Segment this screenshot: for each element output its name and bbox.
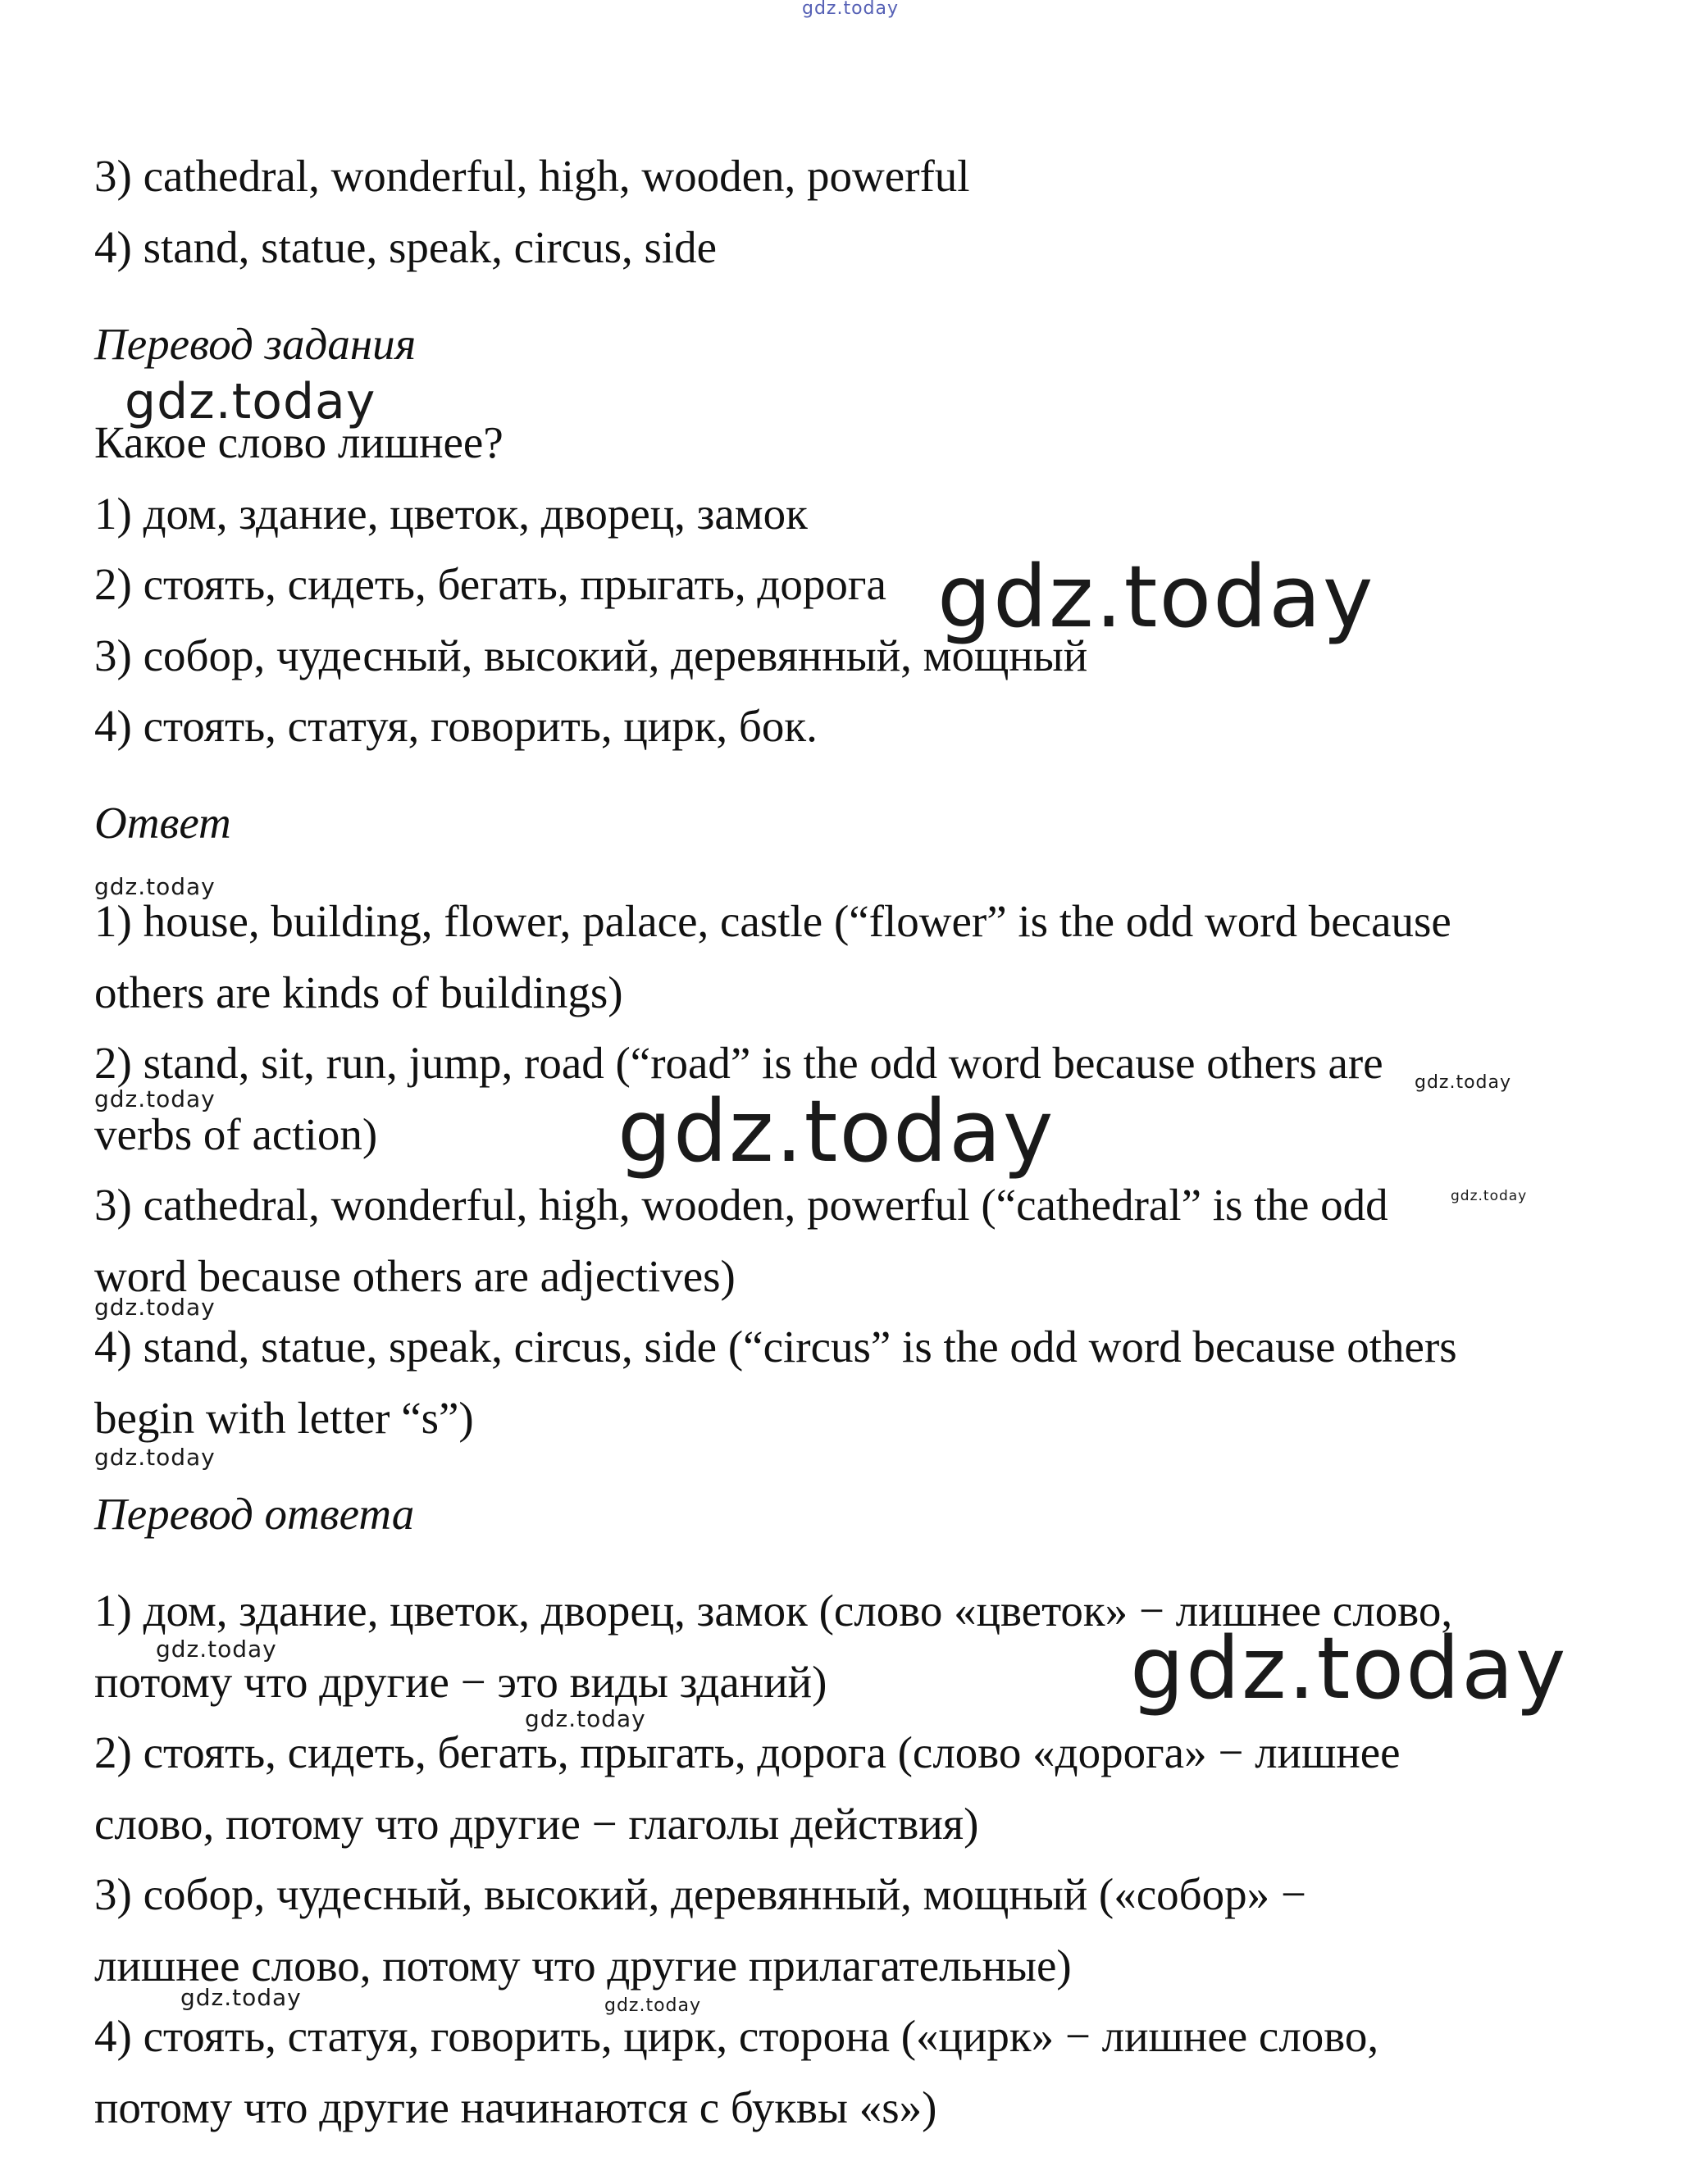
task-translation-heading: Перевод задания <box>94 319 417 369</box>
watermark: gdz.today <box>94 1085 216 1112</box>
watermark: gdz.today <box>604 1995 702 2016</box>
translation-line-2a: 2) стоять, сидеть, бегать, прыгать, дорога (слово «дорога» − лишнее <box>94 1727 1401 1777</box>
answer-line-2a: 2) stand, sit, run, jump, road (“road” is the odd word because others are <box>94 1038 1383 1088</box>
intro-line-4: 4) stand, statue, speak, circus, side <box>94 222 718 272</box>
translation-line-4a: 4) стоять, статуя, говорить, цирк, сторона («цирк» − лишнее слово, <box>94 2011 1379 2061</box>
task-item-4: 4) стоять, статуя, говорить, цирк, бок. <box>94 701 818 751</box>
watermark: gdz.today <box>617 1081 1055 1181</box>
watermark-top: gdz.today <box>802 0 900 19</box>
answer-line-2b: verbs of action) <box>94 1109 378 1159</box>
translation-line-3a: 3) собор, чудесный, высокий, деревянный, мощный («собор» − <box>94 1869 1306 1919</box>
answer-line-1a: 1) house, building, flower, palace, castle (“flower” is the odd word because <box>94 896 1451 946</box>
answer-heading: Ответ <box>94 798 231 848</box>
answer-translation-heading: Перевод ответа <box>94 1489 415 1539</box>
task-item-1: 1) дом, здание, цветок, дворец, замок <box>94 489 808 539</box>
watermark: gdz.today <box>94 873 216 900</box>
answer-line-1b: others are kinds of buildings) <box>94 967 623 1017</box>
answer-line-3b: word because others are adjectives) <box>94 1251 736 1301</box>
translation-line-4b: потому что другие начинаются с буквы «s») <box>94 2082 937 2132</box>
watermark: gdz.today <box>180 1984 302 2011</box>
watermark: gdz.today <box>1451 1188 1528 1204</box>
answer-line-4b: begin with letter “s”) <box>94 1393 474 1443</box>
translation-line-3b: лишнее слово, потому что другие прилагательные) <box>94 1941 1072 1991</box>
translation-line-1a: 1) дом, здание, цветок, дворец, замок (слово «цветок» − лишнее слово, <box>94 1586 1453 1636</box>
watermark: gdz.today <box>156 1636 277 1663</box>
watermark: gdz.today <box>937 547 1375 647</box>
watermark: gdz.today <box>94 1444 216 1471</box>
intro-line-3: 3) cathedral, wonderful, high, wooden, powerful <box>94 151 970 201</box>
answer-line-3a: 3) cathedral, wonderful, high, wooden, powerful (“cathedral” is the odd <box>94 1180 1388 1230</box>
watermark: gdz.today <box>94 1294 216 1321</box>
watermark: gdz.today <box>525 1705 646 1732</box>
task-question: Какое слово лишнее? <box>94 417 504 467</box>
task-item-2: 2) стоять, сидеть, бегать, прыгать, дорога <box>94 559 886 609</box>
translation-line-1b: потому что другие − это виды зданий) <box>94 1657 827 1707</box>
watermark: gdz.today <box>1415 1072 1512 1093</box>
watermark: gdz.today <box>125 373 376 430</box>
translation-line-2b: слово, потому что другие − глаголы действия) <box>94 1799 979 1849</box>
task-item-3: 3) собор, чудесный, высокий, деревянный, мощный <box>94 630 1088 680</box>
watermark: gdz.today <box>1130 1618 1568 1718</box>
answer-line-4a: 4) stand, statue, speak, circus, side (“circus” is the odd word because others <box>94 1322 1457 1372</box>
